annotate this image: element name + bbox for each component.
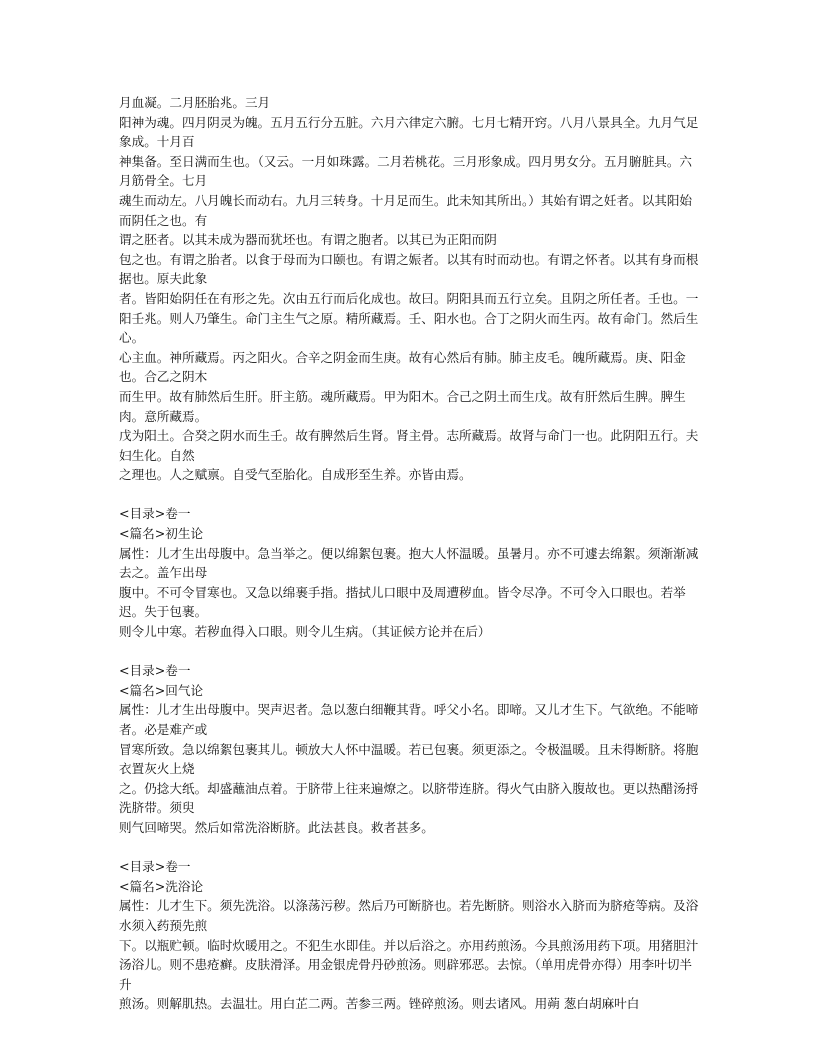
text-line: 煎汤。则解肌热。去温壮。用白芷二两。苦参三两。锉碎煎汤。则去诸风。用蒴 葱白胡麻叶白 — [119, 996, 640, 1012]
catalog-label: <目录>卷一 — [119, 663, 191, 679]
text-line: 下。以瓶贮顿。临时炊暖用之。不犯生水即佳。并以后浴之。亦用药煎汤。今具煎汤用药下项。用猪胆汁汤浴儿。则不患疮癣。皮肤滑泽。用金银虎骨丹砂煎汤。则辟邪恶。去惊。（单用虎骨亦得）用李叶切半升 — [119, 937, 699, 992]
text-line: 属性：儿才生出母腹中。急当举之。便以绵絮包裹。抱大人怀温暖。虽暑月。亦不可遽去绵絮。须渐渐减去之。盖乍出母 — [119, 545, 699, 581]
text-line: 之。仍捻大纸。却盛蘸油点着。于脐带上往来遍燎之。以脐带连脐。得火气由脐入腹故也。更以热醋汤捋洗脐带。须臾 — [119, 780, 699, 816]
text-line: 戊为阳土。合癸之阴水而生壬。故有脾然后生肾。肾主骨。志所藏焉。故肾与命门一也。此阴阳五行。夫妇生化。自然 — [119, 428, 699, 463]
text-line: 腹中。不可令冒寒也。又急以绵裹手指。揩拭儿口眼中及周遭秽血。皆令尽净。不可令入口眼也。若举迟。失于包裹。 — [119, 584, 686, 620]
text-line: 月血凝。二月胚胎兆。三月 — [119, 95, 271, 110]
text-line: 之理也。人之赋禀。自受气至胎化。自成形至生养。亦皆由焉。 — [119, 467, 472, 483]
text-line: 神集备。至日满而生也。（又云。一月如珠露。二月若桃花。三月形象成。四月男女分。五月腑脏具。六月筋骨全。七月 — [119, 153, 693, 189]
text-line: 者。皆阳始阴任在有形之先。次由五行而后化成也。故曰。阴阳具而五行立矣。且阴之所任者。壬也。一阳壬兆。则人乃肇生。命门主生气之原。精所藏焉。壬、阳水也。合丁之阴火而生丙。故有命门。然后生心。 — [119, 290, 699, 346]
intro-paragraph — [119, 93, 701, 485]
chapter-title: <篇名>回气论 — [119, 682, 204, 698]
text-line: 属性：儿才生出母腹中。哭声迟者。急以葱白细鞭其背。呼父小名。即啼。又儿才生下。气欲绝。不能啼者。必是难产或 — [119, 702, 699, 737]
text-line: 则令儿中寒。若秽血得入口眼。则令儿生病。（其证候方论并在后） — [119, 624, 491, 640]
text-line: 阳神为魂。四月阴灵为魄。五月五行分五脏。六月六律定六腑。七月七精开窍。八月八景具全。九月气足象成。十月百 — [119, 114, 699, 150]
text-line: 魂生而动左。八月魄长而动右。九月三转身。十月足而生。此未知其所出。）其始有谓之妊者。以其阳始而阴任之也。有 — [119, 192, 693, 228]
text-line: 则气回啼哭。然后如常洗浴断脐。此法甚良。救者甚多。 — [119, 819, 434, 835]
text-line: 冒寒所致。急以绵絮包裹其儿。顿放大人怀中温暖。若已包裹。须更添之。令极温暖。且未得断脐。将胞衣置灰火上烧 — [119, 741, 699, 777]
chapter-title: <篇名>初生论 — [119, 526, 204, 542]
text-line: 包之也。有谓之胎者。以食于母而为口颐也。有谓之娠者。以其有时而动也。有谓之怀者。以其有身而根据也。原夫此象 — [119, 251, 699, 287]
chapter-title: <篇名>洗浴论 — [119, 878, 204, 894]
catalog-label: <目录>卷一 — [119, 506, 191, 522]
text-line: 心主血。神所藏焉。丙之阳火。合辛之阴金而生庚。故有心然后有肺。肺主皮毛。魄所藏焉。庚、阳金也。合乙之阴木 — [119, 349, 686, 385]
text-line: 而生甲。故有肺然后生肝。肝主筋。魂所藏焉。甲为阳木。合己之阴土而生戊。故有肝然后生脾。脾生肉。意所藏焉。 — [119, 388, 686, 424]
section-chusheng — [119, 504, 701, 641]
text-line: 谓之胚者。以其未成为器而犹坯也。有谓之胞者。以其已为正阳而阴 — [119, 232, 497, 248]
catalog-label: <目录>卷一 — [119, 859, 191, 875]
section-huiqi — [119, 661, 701, 837]
section-xiyu — [119, 857, 701, 1014]
document-page — [119, 93, 701, 1014]
text-line: 属性：儿才生下。须先洗浴。以涤荡污秽。然后乃可断脐也。若先断脐。则浴水入脐而为脐疮等病。及浴水须入药预先煎 — [119, 898, 699, 933]
